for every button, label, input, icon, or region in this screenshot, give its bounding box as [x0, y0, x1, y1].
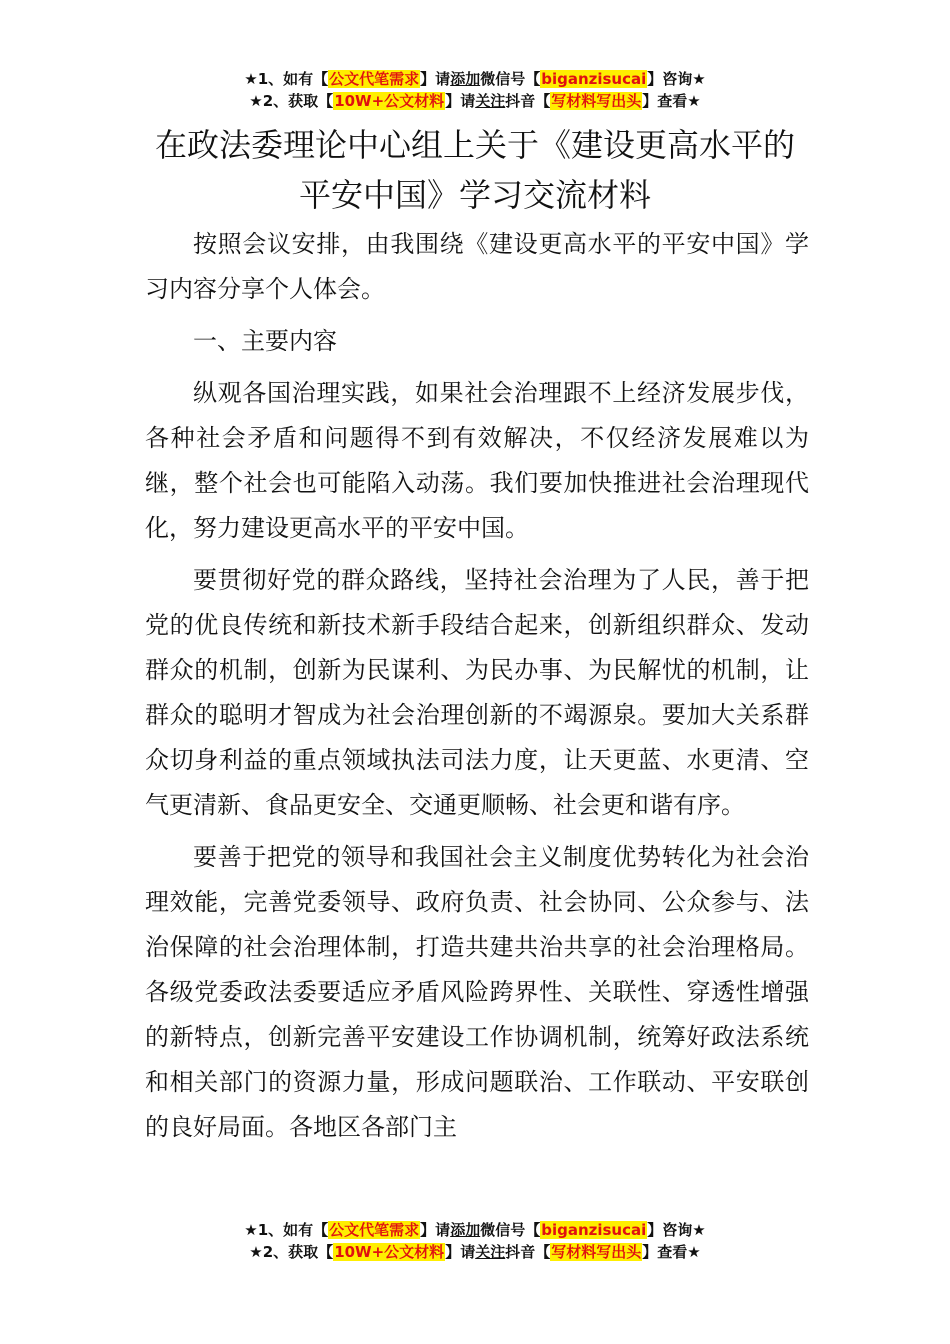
banner-text: 】咨询★ [647, 70, 706, 88]
banner-text: 】请 [420, 1221, 451, 1239]
footer-banner [0, 1219, 950, 1263]
banner-text: ★2、获取【 [249, 1243, 334, 1261]
banner-text: 】查看★ [642, 1243, 701, 1261]
highlight-service: 公文代笔需求 [329, 1221, 420, 1239]
highlight-materials: 10W+公文材料 [334, 92, 445, 110]
highlight-materials: 10W+公文材料 [334, 1243, 445, 1261]
banner-text: 微信号【 [480, 1221, 541, 1239]
banner-text: 】查看★ [642, 92, 701, 110]
highlight-douyin: 写材料写出头 [551, 1243, 642, 1261]
paragraph: 要贯彻好党的群众路线，坚持社会治理为了人民，善于把党的优良传统和新技术新手段结合起来，创新组织群众、发动群众的机制，创新为民谋利、为民办事、为民解忧的机制，让群众的聪明才智成为社会治理创新的不竭源泉。要加大关系群众切身利益的重点领域执法司法力度，让天更蓝、水更清、空气更清新、食品更安全、交通更顺畅、社会更和谐有序。 [145, 566, 809, 819]
banner-text: 抖音【 [505, 92, 551, 110]
banner-text: 抖音【 [505, 1243, 551, 1261]
highlight-douyin: 写材料写出头 [551, 92, 642, 110]
document-body [145, 222, 809, 1157]
banner-underlined: 添加 [450, 70, 481, 88]
banner-line-2 [0, 90, 950, 112]
banner-line-1 [0, 1219, 950, 1241]
banner-line-1 [0, 68, 950, 90]
document-title: 在政法委理论中心组上关于《建设更高水平的平安中国》学习交流材料 [154, 126, 795, 214]
banner-text: 微信号【 [480, 70, 541, 88]
paragraph-intro: 按照会议安排，由我围绕《建设更高水平的平安中国》学习内容分享个人体会。 [145, 230, 809, 303]
banner-text: ★1、如有【 [244, 70, 329, 88]
highlight-service: 公文代笔需求 [329, 70, 420, 88]
banner-underlined: 关注 [475, 92, 506, 110]
banner-text: ★2、获取【 [249, 92, 334, 110]
banner-underlined: 添加 [450, 1221, 481, 1239]
paragraph: 要善于把党的领导和我国社会主义制度优势转化为社会治理效能，完善党委领导、政府负责、社会协同、公众参与、法治保障的社会治理体制，打造共建共治共享的社会治理格局。各级党委政法委要适应矛盾风险跨界性、关联性、穿透性增强的新特点，创新完善平安建设工作协调机制，统筹好政法系统和相关部门的资源力量，形成问题联治、工作联动、平安联创的良好局面。各地区各部门主 [145, 843, 809, 1141]
paragraph: 纵观各国治理实践，如果社会治理跟不上经济发展步伐，各种社会矛盾和问题得不到有效解决，不仅经济发展难以为继，整个社会也可能陷入动荡。我们要加快推进社会治理现代化，努力建设更高水平的平安中国。 [145, 379, 809, 542]
header-banner [0, 68, 950, 112]
highlight-wechat-id: biganzisucai [541, 1221, 647, 1239]
highlight-wechat-id: biganzisucai [541, 70, 647, 88]
banner-underlined: 关注 [475, 1243, 506, 1261]
section-heading: 一、主要内容 [193, 327, 337, 355]
banner-text: 】请 [445, 1243, 476, 1261]
banner-text: 】请 [420, 70, 451, 88]
banner-text: ★1、如有【 [244, 1221, 329, 1239]
banner-text: 】咨询★ [647, 1221, 706, 1239]
banner-line-2 [0, 1241, 950, 1263]
banner-text: 】请 [445, 92, 476, 110]
